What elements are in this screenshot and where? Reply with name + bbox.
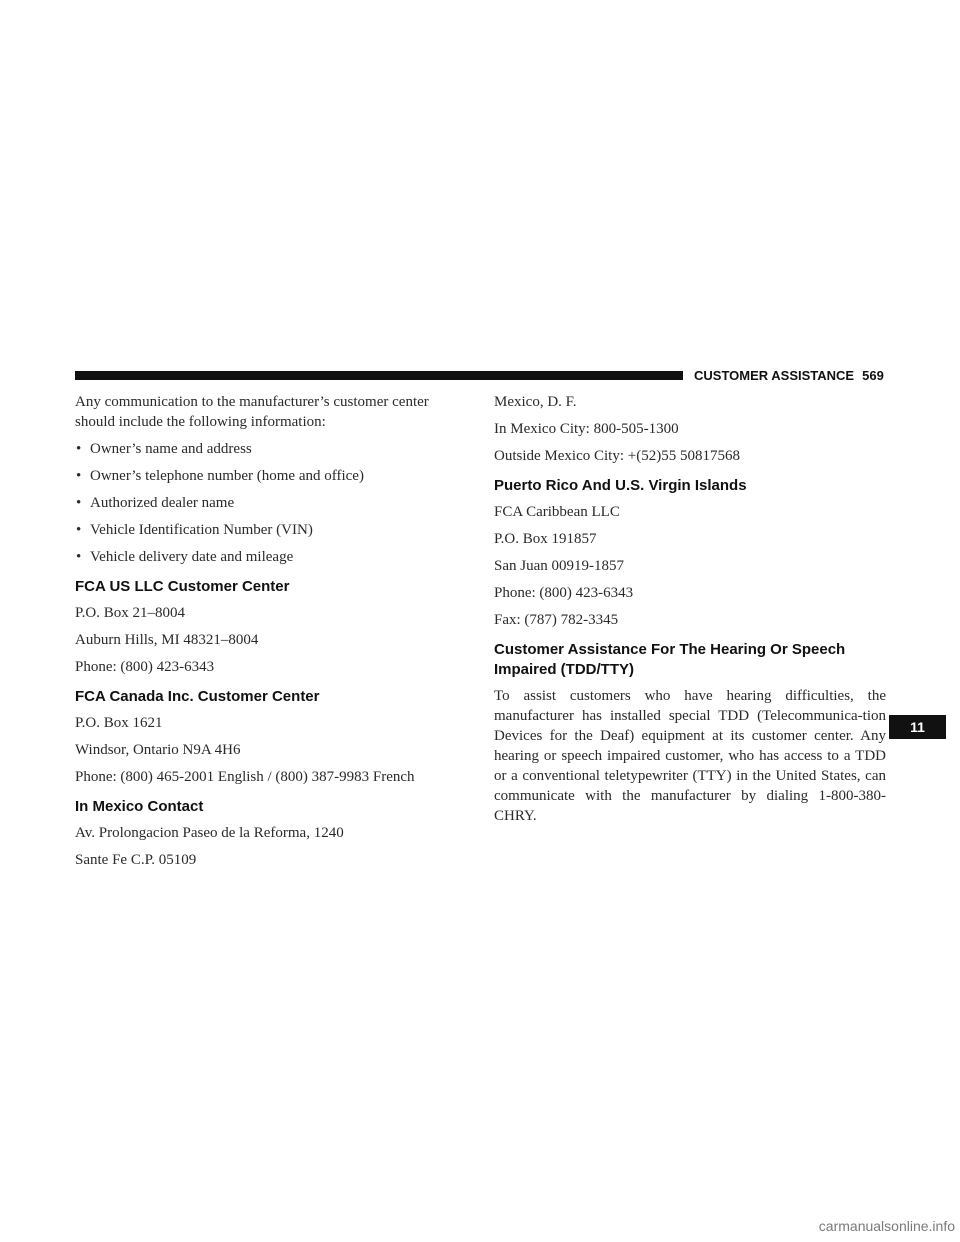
list-item: • Vehicle Identification Number (VIN)	[76, 522, 313, 538]
phone-line: Outside Mexico City: +(52)55 50817568	[494, 448, 740, 464]
address-line: San Juan 00919-1857	[494, 558, 624, 574]
info-bullet-list	[75, 439, 467, 567]
tdd-heading-line2: Impaired (TDD/TTY)	[494, 661, 635, 678]
tdd-heading-line1: Customer Assistance For The Hearing Or Speech	[494, 641, 846, 658]
tdd-paragraph: To assist customers who have hearing difficulties, the manufacturer has installed special TDD (Telecommunica-tion Devices for the Deaf) equipment at its customer center. Any hearing or speech impaired customer, who has access to a TDD or a conventional teletypewriter (TTY) in the United States, can communicate with the manufacturer by dialing 1-800-380-CHRY.	[494, 688, 886, 824]
address-line: FCA Caribbean LLC	[494, 504, 620, 520]
bullet-icon: •	[76, 441, 82, 457]
list-item: • Owner’s name and address	[76, 441, 252, 457]
tdd-heading	[494, 640, 886, 680]
mexico-heading: In Mexico Contact	[75, 798, 204, 815]
address-line: Sante Fe C.P. 05109	[75, 852, 197, 868]
list-item: • Authorized dealer name	[76, 495, 235, 511]
list-item: • Owner’s telephone number (home and office)	[76, 468, 364, 484]
chapter-tab: 11	[889, 715, 946, 739]
phone-line: Phone: (800) 423-6343	[75, 659, 215, 675]
address-line: P.O. Box 1621	[75, 715, 163, 731]
running-header	[694, 368, 884, 383]
page-number: 569	[862, 368, 884, 383]
address-line: Windsor, Ontario N9A 4H6	[75, 742, 241, 758]
intro-paragraph: Any communication to the manufacturer’s customer center should include the following information:	[75, 394, 429, 430]
list-item: • Vehicle delivery date and mileage	[76, 549, 294, 565]
puerto-rico-heading: Puerto Rico And U.S. Virgin Islands	[494, 477, 747, 494]
header-section-title: CUSTOMER ASSISTANCE	[694, 368, 855, 383]
fca-canada-heading: FCA Canada Inc. Customer Center	[75, 688, 320, 705]
bullet-icon: •	[76, 522, 82, 538]
phone-line: Phone: (800) 423-6343	[494, 585, 634, 601]
bullet-icon: •	[76, 468, 82, 484]
bullet-icon: •	[76, 495, 82, 511]
left-column	[75, 392, 467, 877]
address-line: P.O. Box 21–8004	[75, 605, 186, 621]
watermark: carmanualsonline.info	[818, 1218, 955, 1234]
address-line: P.O. Box 191857	[494, 531, 597, 547]
phone-line: In Mexico City: 800-505-1300	[494, 421, 679, 437]
fax-line: Fax: (787) 782-3345	[494, 612, 619, 628]
phone-line: Phone: (800) 465-2001 English / (800) 387-9983 French	[75, 769, 415, 785]
fca-us-heading: FCA US LLC Customer Center	[75, 578, 290, 595]
address-line: Auburn Hills, MI 48321–8004	[75, 632, 259, 648]
address-line: Av. Prolongacion Paseo de la Reforma, 1240	[75, 825, 344, 841]
header-rule	[75, 371, 683, 380]
bullet-icon: •	[76, 549, 82, 565]
address-line: Mexico, D. F.	[494, 394, 577, 410]
right-column	[494, 392, 886, 833]
